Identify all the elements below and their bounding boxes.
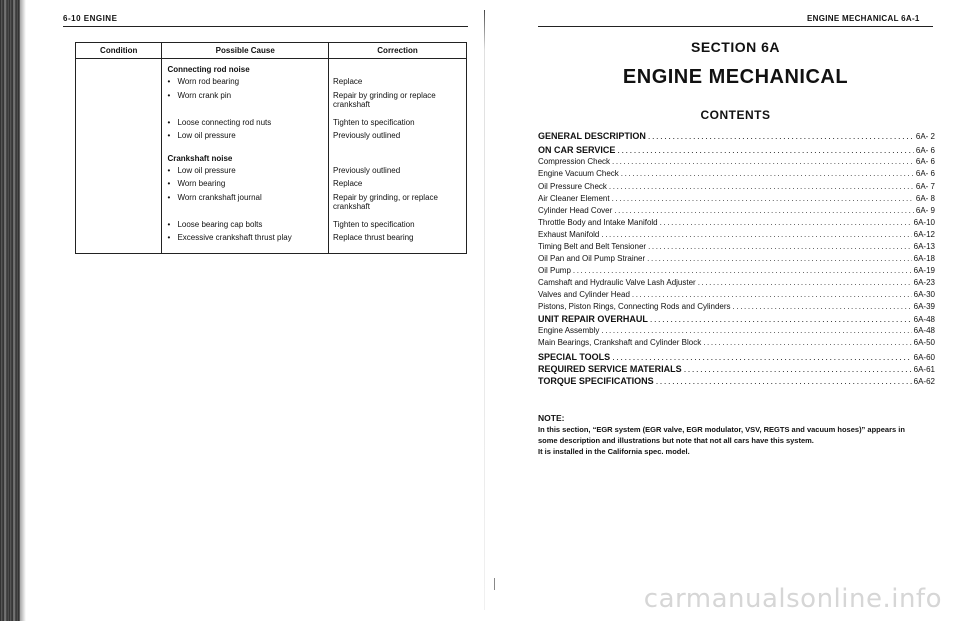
toc-entry-label: Oil Pressure Check <box>538 182 607 191</box>
toc-entry <box>538 364 935 374</box>
toc-entry-page: 6A- 6 <box>915 169 935 178</box>
left-page-header: 6-10 ENGINE <box>63 14 118 23</box>
correction-text: Previously outlined <box>333 131 401 140</box>
troubleshooting-table <box>75 42 467 254</box>
toc-dot-leader <box>621 169 914 178</box>
right-header-rule <box>538 26 933 27</box>
toc-entry-label: Engine Vacuum Check <box>538 169 619 178</box>
toc-entry-page: 6A- 2 <box>915 132 935 141</box>
toc-entry-label: Camshaft and Hydraulic Valve Lash Adjuster <box>538 278 696 287</box>
bullet-icon: • <box>167 165 171 175</box>
toc-entry <box>538 157 935 166</box>
header-possible-cause: Possible Cause <box>162 43 329 59</box>
toc-entry <box>538 266 935 275</box>
toc-entry <box>538 290 935 299</box>
toc-entry-page: 6A-23 <box>913 278 935 287</box>
bullet-icon: • <box>167 90 171 100</box>
right-page-header: ENGINE MECHANICAL 6A-1 <box>807 14 920 23</box>
toc-entry <box>538 314 935 324</box>
toc-entry-label: Engine Assembly <box>538 326 600 335</box>
toc-entry-label: Valves and Cylinder Head <box>538 290 630 299</box>
list-item: • Low oil pressure <box>167 131 236 140</box>
toc-dot-leader <box>609 182 914 191</box>
page-title: ENGINE MECHANICAL <box>622 66 849 88</box>
toc-entry-label: Cylinder Head Cover <box>538 206 613 215</box>
toc-entry-label: Oil Pan and Oil Pump Strainer <box>538 254 646 263</box>
toc-entry-page: 6A-39 <box>913 302 935 311</box>
toc-dot-leader <box>650 314 912 324</box>
list-item: • Worn rod bearing <box>167 77 240 86</box>
list-item: • Loose bearing cap bolts <box>167 219 263 229</box>
toc-entry <box>538 145 935 155</box>
toc-entry-label: Oil Pump <box>538 266 571 275</box>
toc-entry-page: 6A-48 <box>913 315 935 324</box>
toc-dot-leader <box>614 206 914 215</box>
toc-entry-page: 6A-62 <box>913 377 935 386</box>
toc-entry <box>538 194 935 203</box>
header-correction: Correction <box>329 43 467 59</box>
bullet-icon: • <box>167 179 171 188</box>
note-line: some description and illustrations but note that not all cars have this system. <box>538 436 814 445</box>
toc-entry-label: Exhaust Manifold <box>538 230 600 239</box>
toc-dot-leader <box>684 364 912 374</box>
toc-entry-page: 6A-30 <box>913 290 935 299</box>
toc-dot-leader <box>648 131 914 141</box>
toc-entry-page: 6A- 8 <box>915 194 935 203</box>
toc-entry-page: 6A-50 <box>913 338 935 347</box>
group-title-connecting-rod: Connecting rod noise <box>167 65 250 74</box>
bullet-icon: • <box>167 233 171 242</box>
toc-dot-leader <box>703 338 911 347</box>
toc-entry <box>538 218 935 227</box>
list-item: • Excessive crankshaft thrust play <box>167 233 292 242</box>
toc-entry <box>538 242 935 251</box>
list-item: • Low oil pressure <box>167 165 236 175</box>
toc-entry <box>538 254 935 263</box>
toc-entry-page: 6A-12 <box>913 230 935 239</box>
toc-entry-page: 6A- 6 <box>915 146 935 155</box>
toc-entry <box>538 376 935 386</box>
correction-cell <box>329 59 467 254</box>
contents-heading: CONTENTS <box>700 108 771 122</box>
toc-entry <box>538 230 935 239</box>
bullet-icon: • <box>167 192 171 202</box>
book-binding-edge <box>0 0 20 621</box>
toc-entry-page: 6A- 9 <box>915 206 935 215</box>
correction-text: Replace <box>333 179 363 188</box>
section-number: SECTION 6A <box>690 39 780 55</box>
toc-entry-label: Throttle Body and Intake Manifold <box>538 218 658 227</box>
toc-entry <box>538 352 935 362</box>
toc-entry <box>538 278 935 287</box>
page-gutter <box>484 10 485 610</box>
toc-dot-leader <box>660 218 912 227</box>
correction-text: Repair by grinding, or replace crankshaft <box>333 192 438 211</box>
note-block <box>538 413 938 457</box>
toc-entry-label: SPECIAL TOOLS <box>538 352 611 362</box>
list-item: • Worn crank pin <box>167 90 232 100</box>
toc-entry-page: 6A-10 <box>913 218 935 227</box>
left-header-rule <box>63 26 468 27</box>
toc-entry-label: Compression Check <box>538 157 611 166</box>
toc-entry <box>538 302 935 311</box>
correction-text: Previously outlined <box>333 165 401 175</box>
toc-entry-label: Timing Belt and Belt Tensioner <box>538 242 647 251</box>
toc-entry-page: 6A-61 <box>913 365 935 374</box>
toc-dot-leader <box>612 157 914 166</box>
correction-text: Replace <box>333 77 363 86</box>
correction-text: Repair by grinding or replace crankshaft <box>333 90 436 109</box>
toc-entry <box>538 169 935 178</box>
note-line: In this section, “EGR system (EGR valve, EGR modulator, VSV, REGTS and vacuum hoses)” appears in <box>538 425 905 434</box>
toc-dot-leader <box>617 145 914 155</box>
toc-dot-leader <box>632 290 912 299</box>
list-item: • Worn bearing <box>167 179 226 188</box>
bullet-icon: • <box>167 219 171 229</box>
toc-entry <box>538 206 935 215</box>
watermark: carmanualsonline.info <box>643 584 942 614</box>
toc-dot-leader <box>648 242 912 251</box>
bullet-icon: • <box>167 117 171 127</box>
toc-entry <box>538 131 935 141</box>
toc-dot-leader <box>601 326 911 335</box>
list-item: • Worn crankshaft journal <box>167 192 262 202</box>
toc-entry-page: 6A- 7 <box>915 182 935 191</box>
bullet-icon: • <box>167 131 171 140</box>
toc-entry <box>538 338 935 347</box>
correction-text: Tighten to specification <box>333 117 415 127</box>
cause-cell <box>162 59 329 254</box>
toc-dot-leader <box>656 376 912 386</box>
toc-dot-leader <box>612 194 914 203</box>
group-title-crankshaft: Crankshaft noise <box>167 153 233 163</box>
toc-entry-label: TORQUE SPECIFICATIONS <box>538 376 654 386</box>
toc-entry-page: 6A- 6 <box>915 157 935 166</box>
toc-entry-page: 6A-48 <box>913 326 935 335</box>
correction-text: Tighten to specification <box>333 219 415 229</box>
table-header-row <box>76 43 467 59</box>
toc-entry-label: REQUIRED SERVICE MATERIALS <box>538 364 682 374</box>
toc-entry-label: Main Bearings, Crankshaft and Cylinder Block <box>538 338 702 347</box>
toc-dot-leader <box>733 302 912 311</box>
note-heading: NOTE: <box>538 413 565 423</box>
toc-entry-label: Air Cleaner Element <box>538 194 610 203</box>
toc-entry <box>538 182 935 191</box>
toc-entry-label: UNIT REPAIR OVERHAUL <box>538 314 648 324</box>
toc-dot-leader <box>573 266 912 275</box>
toc-dot-leader <box>647 254 911 263</box>
table-body-row <box>76 59 467 254</box>
toc-dot-leader <box>612 352 911 362</box>
note-line: It is installed in the California spec. model. <box>538 447 690 456</box>
toc-entry-label: Pistons, Piston Rings, Connecting Rods and Cylinders <box>538 302 731 311</box>
correction-text: Replace thrust bearing <box>333 233 414 242</box>
condition-cell <box>76 59 162 254</box>
toc-entry-page: 6A-19 <box>913 266 935 275</box>
list-item: • Loose connecting rod nuts <box>167 117 272 127</box>
toc-dot-leader <box>601 230 911 239</box>
toc-entry-page: 6A-18 <box>913 254 935 263</box>
toc-entry-label: ON CAR SERVICE <box>538 145 616 155</box>
header-condition: Condition <box>76 43 162 59</box>
toc-entry-page: 6A-13 <box>913 242 935 251</box>
toc-entry-label: GENERAL DESCRIPTION <box>538 131 646 141</box>
bullet-icon: • <box>167 77 171 86</box>
toc-dot-leader <box>698 278 912 287</box>
toc-entry-page: 6A-60 <box>913 353 935 362</box>
toc-entry <box>538 326 935 335</box>
